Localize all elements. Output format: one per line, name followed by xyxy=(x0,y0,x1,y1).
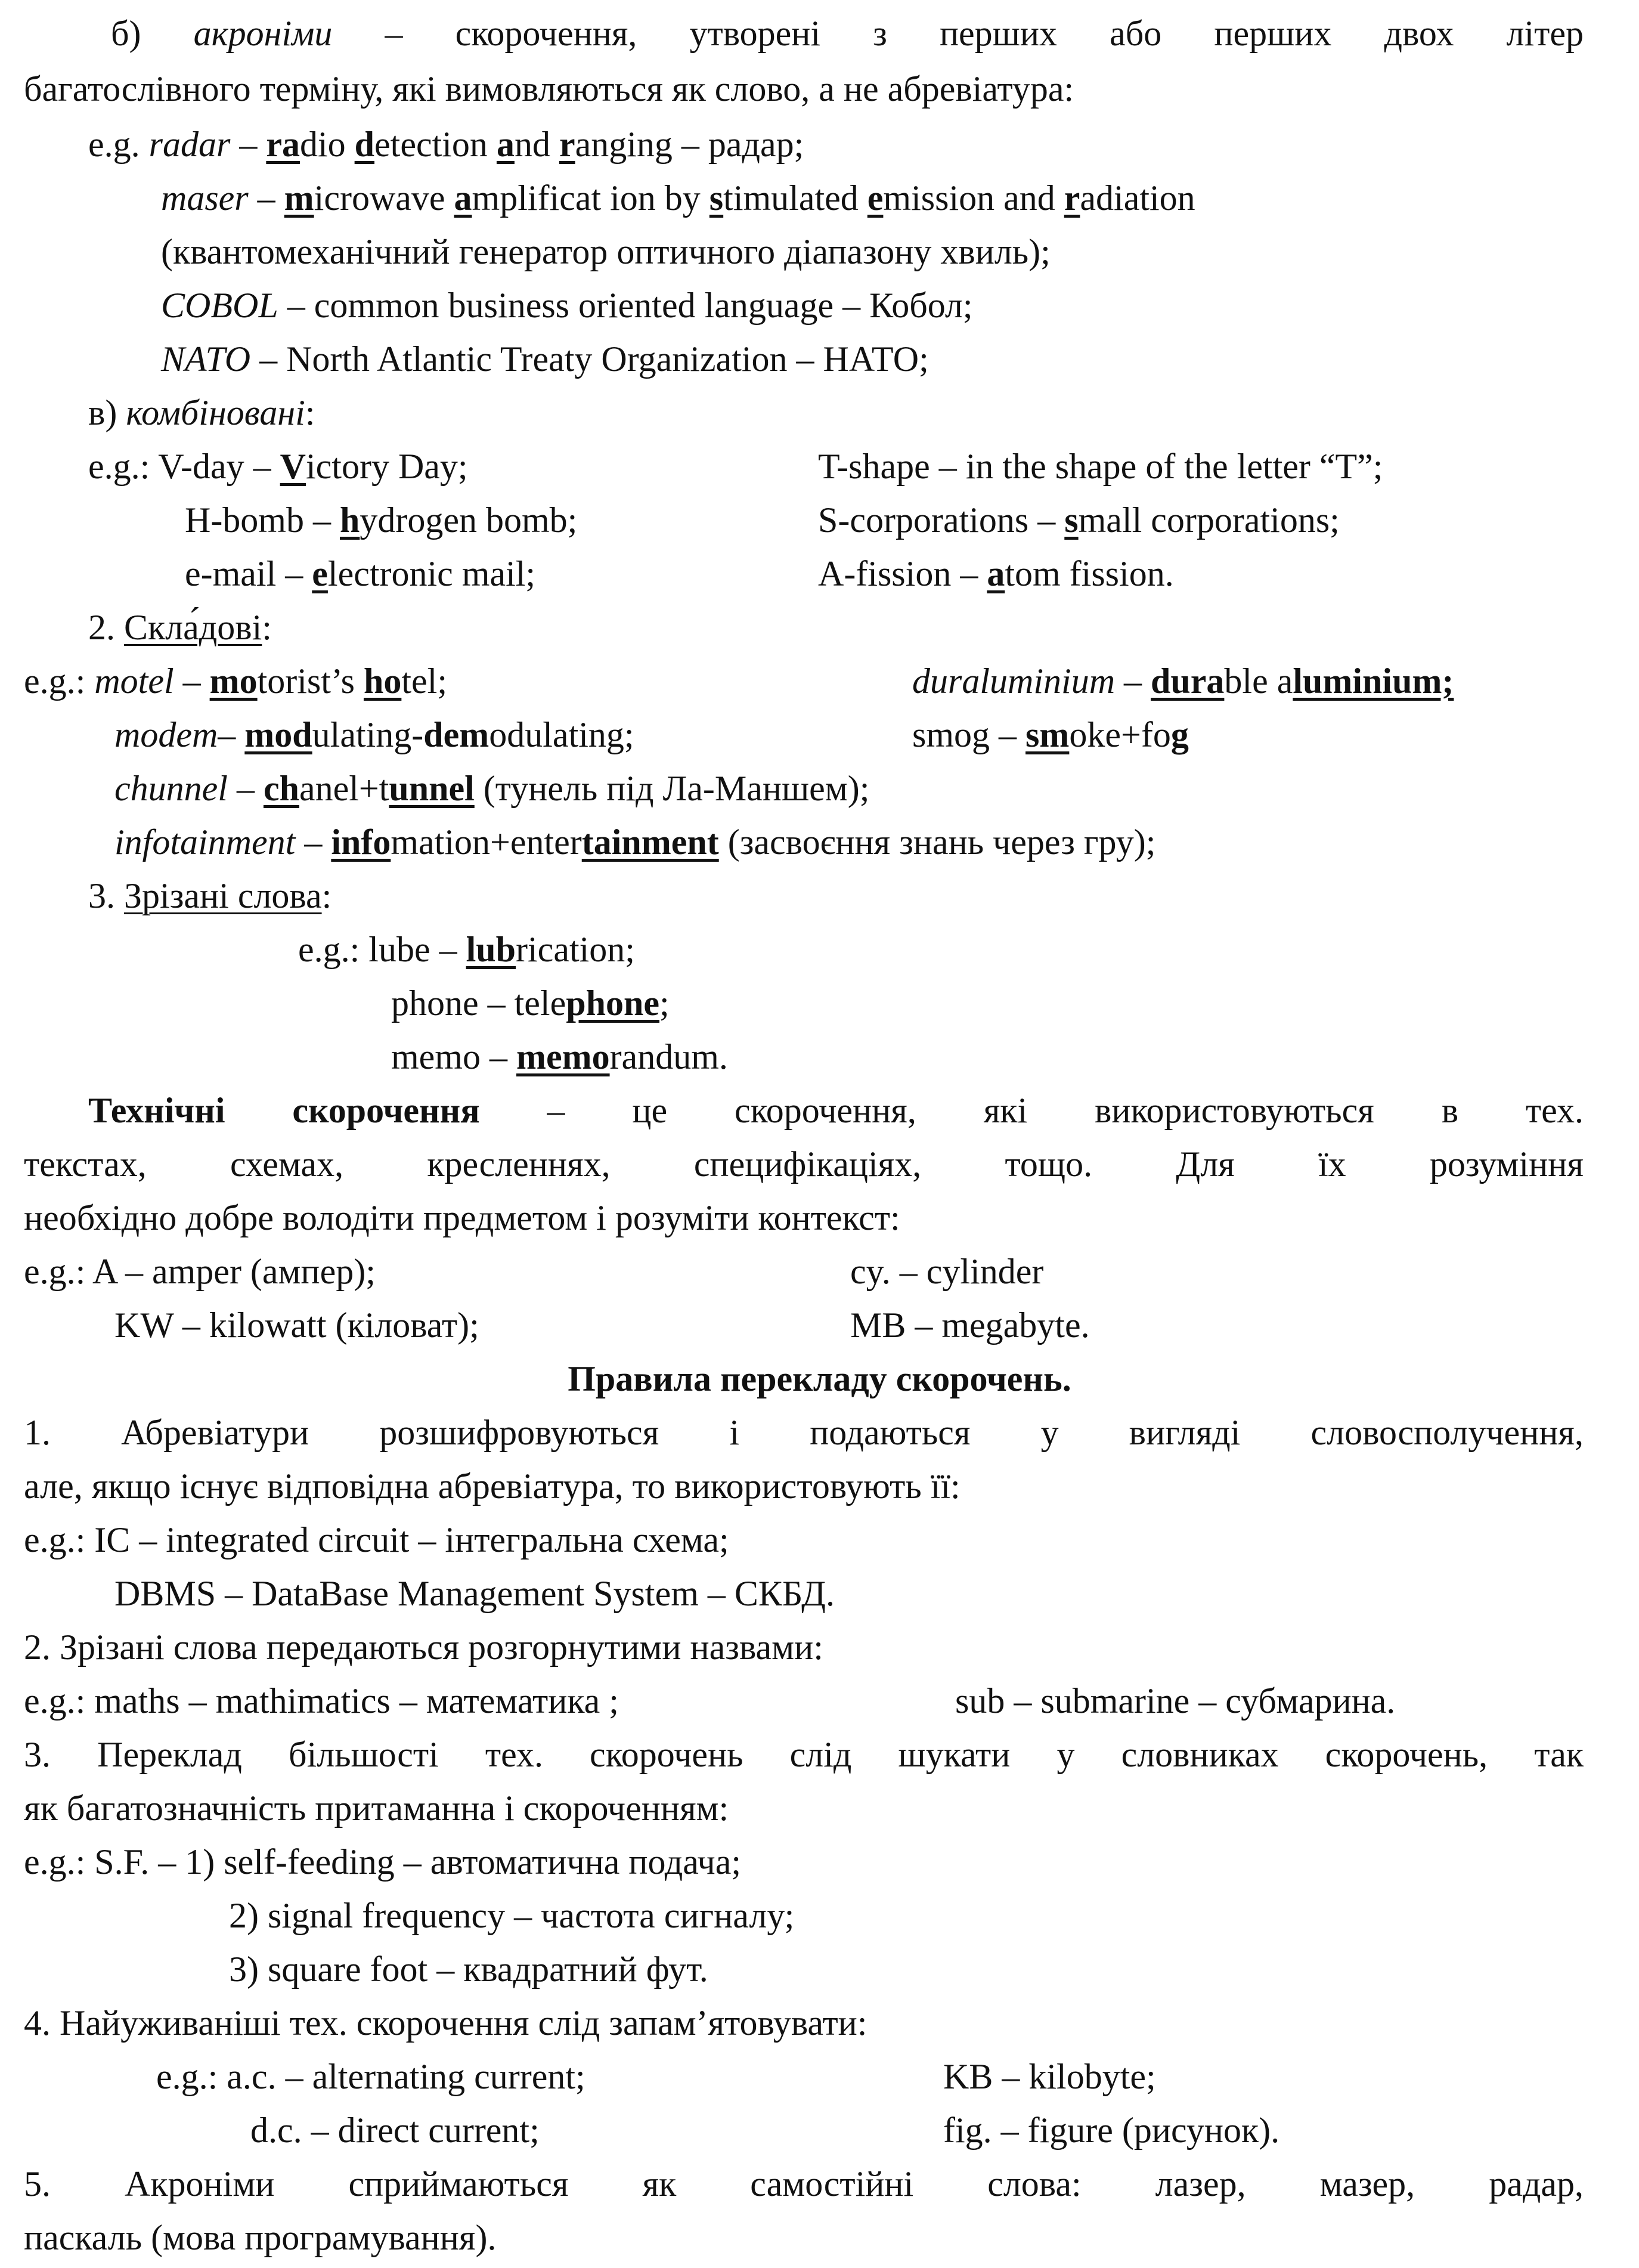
text-run: : xyxy=(305,393,315,432)
text-run: dio xyxy=(299,125,355,164)
text-line xyxy=(161,230,1051,273)
text-run: e.g.: maths – mathimatics – математика ; xyxy=(24,1681,619,1721)
text-run: icrowave xyxy=(314,178,454,218)
term-text: акроніми xyxy=(193,14,333,53)
emphasis-text: a xyxy=(454,178,472,218)
text-run: паскаль (мова програмування). xyxy=(24,2218,497,2257)
text-line xyxy=(943,2055,1156,2098)
text-line xyxy=(111,12,1584,55)
emphasis-text: ch xyxy=(263,769,299,808)
emphasis-text: luminium; xyxy=(1293,661,1454,701)
text-line xyxy=(24,1840,741,1883)
text-line xyxy=(88,606,272,649)
emphasis-text: Технічні скорочення xyxy=(88,1091,480,1130)
text-line xyxy=(955,1679,1395,1722)
text-run: T-shape – in the shape of the letter “T”; xyxy=(818,447,1383,486)
emphasis-text: r xyxy=(1064,178,1080,218)
text-line xyxy=(850,1250,1043,1293)
text-line xyxy=(24,1196,900,1239)
text-line xyxy=(161,284,973,327)
text-run: : xyxy=(321,876,332,915)
emphasis-text: a xyxy=(987,554,1005,593)
text-line xyxy=(818,445,1383,488)
emphasis-text: s xyxy=(1064,500,1079,540)
emphasis-text: e xyxy=(867,178,884,218)
text-run: S-corporations – xyxy=(818,500,1065,540)
term-text: комбіновані xyxy=(126,393,305,432)
text-run: (засвоєння знань через гру); xyxy=(718,822,1156,862)
text-line xyxy=(185,499,577,542)
text-run: KW – kilowatt (кіловат); xyxy=(114,1305,479,1345)
text-run: phone – tele xyxy=(391,983,566,1023)
text-line xyxy=(850,1304,1090,1347)
text-run: – common business oriented language – Кобол; xyxy=(278,286,973,325)
text-line xyxy=(185,552,535,595)
text-line xyxy=(391,982,670,1025)
text-run: mation+enter xyxy=(391,822,582,862)
text-line xyxy=(24,1518,729,1561)
text-line xyxy=(943,2109,1279,2152)
text-line xyxy=(114,713,634,756)
emphasis-text: memo xyxy=(516,1037,610,1076)
emphasis-text: a xyxy=(496,125,515,164)
emphasis-text: ho xyxy=(363,661,402,701)
text-line xyxy=(24,660,447,703)
term-text: COBOL xyxy=(161,286,278,325)
text-run: ble a xyxy=(1224,661,1293,701)
text-line xyxy=(114,821,1155,864)
emphasis-text: dura xyxy=(1151,661,1225,701)
emphasis-text: ra xyxy=(266,125,300,164)
text-line xyxy=(250,2109,540,2152)
text-run: – це скорочення, які використовуються в тех. xyxy=(479,1091,1584,1130)
term-text: chunnel xyxy=(114,769,228,808)
text-run: randum. xyxy=(609,1037,728,1076)
text-run: як багатозначність притаманна і скороченням: xyxy=(24,1789,729,1828)
text-run: Зрізані слова xyxy=(124,876,322,915)
text-line xyxy=(391,1035,728,1078)
text-run: odulating; xyxy=(489,715,634,754)
emphasis-text: h xyxy=(339,500,360,540)
text-run: memo – xyxy=(391,1037,516,1076)
text-run: необхідно добре володіти предметом і розуміти контекст: xyxy=(24,1198,900,1237)
text-run: (тунель під Ла-Маншем); xyxy=(474,769,870,808)
text-line xyxy=(298,928,635,971)
term-text: motel xyxy=(94,661,174,701)
text-line xyxy=(24,1143,1584,1186)
emphasis-text: mo xyxy=(209,661,258,701)
text-run: e.g.: A – amper (ампер); xyxy=(24,1252,376,1291)
text-run: e.g.: xyxy=(24,661,95,701)
text-run: tel; xyxy=(401,661,447,701)
text-run: – xyxy=(173,661,210,701)
text-run: 3) square foot – квадратний фут. xyxy=(229,1950,708,1989)
text-run: – xyxy=(248,178,284,218)
text-run: – xyxy=(227,769,264,808)
text-line xyxy=(88,123,804,166)
text-line xyxy=(114,1572,835,1615)
emphasis-text: d xyxy=(354,125,375,164)
emphasis-text: sm xyxy=(1025,715,1070,754)
emphasis-text: mod xyxy=(244,715,312,754)
text-line xyxy=(24,1787,729,1830)
text-run: текстах, схемах, кресленнях, специфікаціях, тощо. Для їх розуміння xyxy=(24,1144,1584,1184)
text-line xyxy=(114,1304,479,1347)
text-run: mall corporations; xyxy=(1078,500,1340,540)
text-run: timulated xyxy=(723,178,867,218)
emphasis-text: g xyxy=(1170,715,1189,754)
text-line xyxy=(0,1357,1639,1400)
text-run: б) xyxy=(111,14,194,53)
text-run: tom fission. xyxy=(1005,554,1174,593)
text-run: ; xyxy=(659,983,670,1023)
text-run: але, якщо існує відповідна абревіатура, то використовують її: xyxy=(24,1466,961,1506)
text-run: etection xyxy=(374,125,497,164)
text-run: d.c. – direct current; xyxy=(250,2111,540,2150)
text-line xyxy=(161,177,1195,219)
text-line xyxy=(156,2055,585,2098)
text-run: fig. – figure (рисунок). xyxy=(943,2111,1280,2150)
text-run: e-mail – xyxy=(185,554,312,593)
text-line xyxy=(88,445,468,488)
text-run: e.g.: V-day – xyxy=(88,447,280,486)
text-run: anel+t xyxy=(299,769,389,808)
text-run: nd xyxy=(514,125,559,164)
text-line xyxy=(229,1948,708,1991)
text-run: 3. Переклад більшості тех. скорочень слід шукати у словниках скорочень, так xyxy=(24,1735,1584,1774)
text-line xyxy=(24,67,1074,110)
text-run: cy. – cylinder xyxy=(850,1252,1044,1291)
text-run: в) xyxy=(88,393,126,432)
text-run: KB – kilobyte; xyxy=(943,2057,1156,2096)
emphasis-text: V xyxy=(280,447,306,486)
text-run: lectronic mail; xyxy=(327,554,536,593)
text-run: – скорочення, утворені з перших або перших двох літер xyxy=(332,14,1584,53)
text-run: e.g. xyxy=(88,125,149,164)
text-line xyxy=(24,2216,496,2259)
term-text: NATO xyxy=(161,339,251,379)
emphasis-text: s xyxy=(709,178,724,218)
text-run: e.g.: lube – xyxy=(298,930,466,969)
text-run: adiation xyxy=(1080,178,1195,218)
text-run: – xyxy=(1115,661,1151,701)
emphasis-text: tainment xyxy=(581,822,719,862)
text-line xyxy=(24,2162,1584,2205)
text-line xyxy=(88,391,315,434)
text-line xyxy=(912,713,1189,756)
emphasis-text: unnel xyxy=(389,769,475,808)
emphasis-text: m xyxy=(284,178,314,218)
text-run: H-bomb – xyxy=(185,500,340,540)
text-run: Скла́дові xyxy=(124,608,262,647)
text-run: rication; xyxy=(516,930,635,969)
text-run: 2. xyxy=(88,608,124,647)
text-run: mplificat ion by xyxy=(472,178,709,218)
text-line xyxy=(818,499,1340,542)
text-run: 4. Найуживаніші тех. скорочення слід запам’ятовувати: xyxy=(24,2003,867,2043)
text-run: 2) signal frequency – частота сигналу; xyxy=(229,1896,795,1935)
text-run: ulating- xyxy=(312,715,424,754)
text-run: anging – радар; xyxy=(575,125,804,164)
text-line xyxy=(229,1894,794,1937)
text-run: oke+fo xyxy=(1069,715,1171,754)
text-line xyxy=(24,1733,1584,1776)
text-run: – xyxy=(295,822,331,862)
text-run: – xyxy=(230,125,267,164)
text-run: 3. xyxy=(88,876,124,915)
text-line xyxy=(24,2001,867,2044)
text-line xyxy=(161,338,929,380)
text-run: MB – megabyte. xyxy=(850,1305,1090,1345)
text-line xyxy=(88,1089,1584,1132)
text-run: 1. Абревіатури розшифровуються і подаються у вигляді словосполучення, xyxy=(24,1413,1584,1452)
text-line xyxy=(24,1250,376,1293)
term-text: duraluminium xyxy=(912,661,1116,701)
text-run: – North Atlantic Treaty Organization – НАТО; xyxy=(250,339,929,379)
text-run: (квантомеханічний генератор оптичного діапазону хвиль); xyxy=(161,232,1051,271)
text-run: smog – xyxy=(912,715,1026,754)
text-line xyxy=(24,1626,823,1669)
text-line xyxy=(912,660,1454,703)
emphasis-text: e xyxy=(312,554,328,593)
term-text: infotainment xyxy=(114,822,296,862)
term-text: radar xyxy=(148,125,231,164)
emphasis-text: info xyxy=(331,822,391,862)
term-text: maser xyxy=(161,178,249,218)
text-run: e.g.: a.c. – alternating current; xyxy=(156,2057,585,2096)
text-run: багатослівного терміну, які вимовляються як слово, а не абревіатура: xyxy=(24,69,1074,109)
term-text: modem xyxy=(114,715,218,754)
text-run: mission and xyxy=(883,178,1064,218)
text-run: ydrogen bomb; xyxy=(360,500,578,540)
text-run: e.g.: IC – integrated circuit – інтегральна схема; xyxy=(24,1520,729,1560)
text-run: ictory Day; xyxy=(306,447,468,486)
text-line xyxy=(818,552,1174,595)
text-line xyxy=(24,1679,619,1722)
text-run: sub – submarine – субмарина. xyxy=(955,1681,1396,1721)
emphasis-text: lub xyxy=(466,930,516,969)
text-line xyxy=(24,1411,1584,1454)
emphasis-text: phone xyxy=(566,983,659,1023)
text-run: 5. Акроніми сприймаються як самостійні слова: лазер, мазер, радар, xyxy=(24,2164,1584,2204)
emphasis-text: Правила перекладу скорочень. xyxy=(568,1359,1071,1398)
text-run: e.g.: S.F. – 1) self-feeding – автоматична подача; xyxy=(24,1842,741,1882)
text-run: A-fission – xyxy=(818,554,987,593)
text-run: 2. Зрізані слова передаються розгорнутими назвами: xyxy=(24,1627,823,1667)
text-line xyxy=(114,767,869,810)
text-run: DBMS – DataBase Management System – СКБД. xyxy=(114,1574,835,1613)
text-line xyxy=(88,874,331,917)
emphasis-text: r xyxy=(559,125,575,164)
text-run: : xyxy=(262,608,272,647)
text-run: torist’s xyxy=(257,661,364,701)
text-line xyxy=(24,1465,961,1508)
emphasis-text: dem xyxy=(423,715,489,754)
text-run: – xyxy=(218,715,245,754)
